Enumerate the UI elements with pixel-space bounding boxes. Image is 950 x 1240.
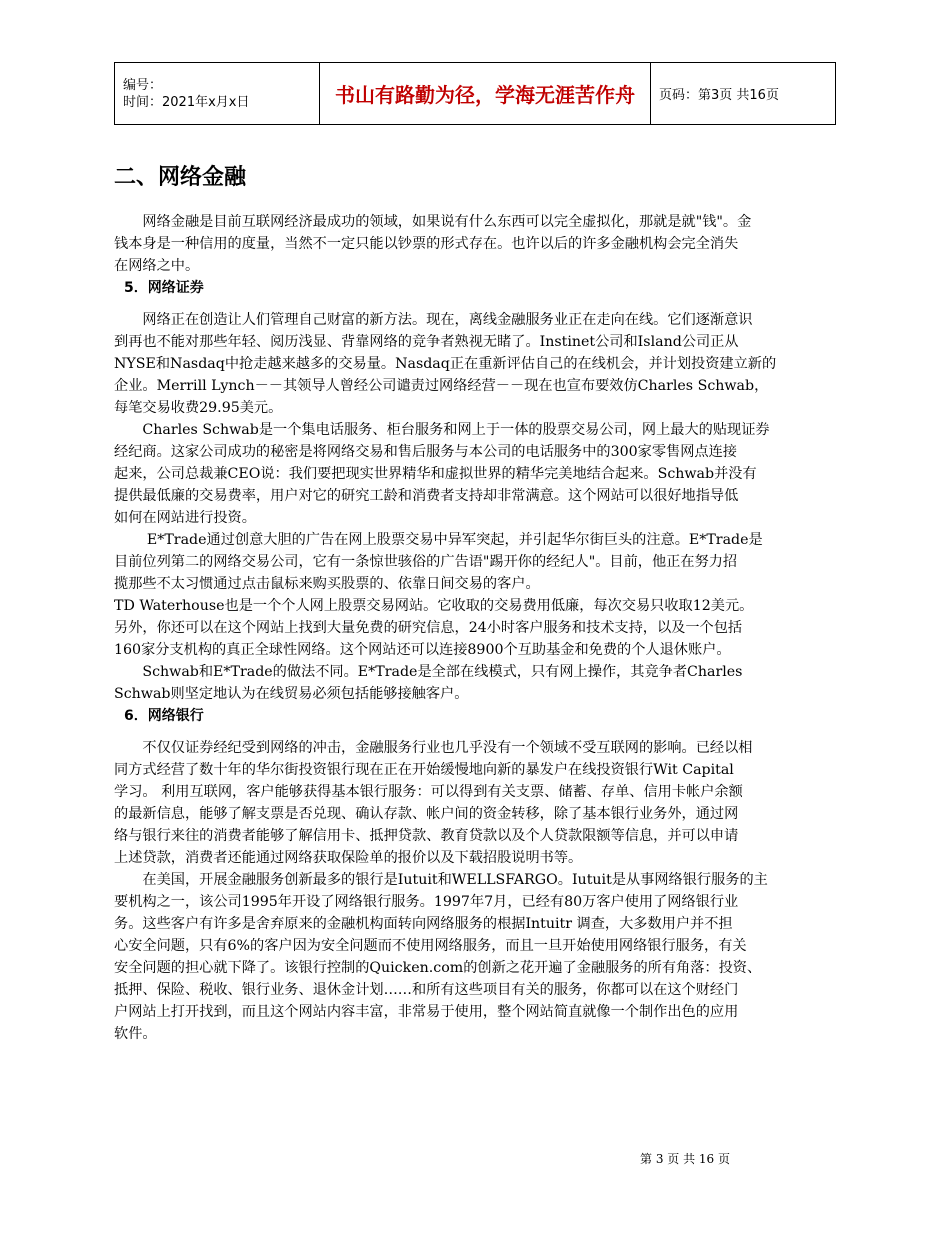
header-number-label: 编号： (123, 77, 163, 93)
banking-paragraphs (114, 737, 854, 1045)
header-left-cell (115, 63, 320, 125)
text-line: 在美国，开展金融服务创新最多的银行是Iutuit和WELLSFARGO。Iutuit是从事网络银行服务的主 (114, 872, 768, 888)
subheading-network-banking: 6．网络银行 (124, 708, 204, 724)
header-time-label: 时间：2021年x月x日 (123, 94, 250, 110)
text-line: 学习。 利用互联网，客户能够获得基本银行服务：可以得到有关支票、储蓄、存单、信用卡帐户余额 (114, 784, 743, 800)
text-line: TD Waterhouse也是一个个人网上股票交易网站。它收取的交易费用低廉，每次交易只收取12美元。 (114, 598, 754, 614)
intro-paragraph (114, 211, 854, 277)
text-line: 不仅仅证券经纪受到网络的冲击，金融服务行业也几乎没有一个领域不受互联网的影响。已经以相 (114, 740, 753, 756)
text-line: 到再也不能对那些年轻、阅历浅显、背靠网络的竞争者熟视无睹了。Instinet公司和Island公司正从 (114, 334, 739, 350)
text-line: 在网络之中。 (114, 258, 200, 274)
text-line: 抵押、保险、税收、银行业务、退休金计划……和所有这些项目有关的服务，你都可以在这个财经门 (114, 982, 739, 998)
text-line: 如何在网站进行投资。 (114, 510, 256, 526)
section-title: 二、网络金融 (114, 165, 247, 190)
text-line: 的最新信息，能够了解支票是否兑现、确认存款、帐户间的资金转移，除了基本银行业务外，通过网 (114, 806, 739, 822)
text-line: 心安全问题，只有6%的客户因为安全问题而不使用网络服务，而且一旦开始使用网络银行服务，有关 (114, 938, 747, 954)
text-line: 另外，你还可以在这个网站上找到大量免费的研究信息，24小时客户服务和技术支持，以及一个包括 (114, 620, 743, 636)
header-page-info: 页码：第3页 共16页 (651, 63, 836, 125)
text-line: Schwab和E*Trade的做法不同。E*Trade是全部在线模式，只有网上操作，其竞争者Charles (114, 664, 743, 680)
text-line: 企业。Merrill Lynch－－其领导人曾经公司谴责过网络经营－－现在也宣布要效仿Charles Schwab， (114, 378, 769, 394)
text-line: 软件。 (114, 1026, 157, 1042)
header-motto: 书山有路勤为径，学海无涯苦作舟 (320, 63, 651, 125)
text-line: 同方式经营了数十年的华尔街投资银行现在正在开始缓慢地向新的暴发户在线投资银行Wit Capital (114, 762, 734, 778)
text-line: Schwab则坚定地认为在线贸易必须包括能够接触客户。 (114, 686, 469, 702)
text-line: 每笔交易收费29.95美元。 (114, 400, 283, 416)
text-line: 络与银行来往的消费者能够了解信用卡、抵押贷款、教育贷款以及个人贷款限额等信息，并可以申请 (114, 828, 739, 844)
text-line: 务。这些客户有许多是舍弃原来的金融机构面转向网络服务的根据Intuitr 调查，大多数用户并不担 (114, 916, 733, 932)
text-line: Charles Schwab是一个集电话服务、柜台服务和网上于一体的股票交易公司，网上最大的贴现证券 (114, 422, 770, 438)
text-line: 起来，公司总裁兼CEO说：我们要把现实世界精华和虚拟世界的精华完美地结合起来。Schwab并没有 (114, 466, 757, 482)
text-line: 户网站上打开找到，而且这个网站内容丰富，非常易于使用，整个网站简直就像一个制作出色的应用 (114, 1004, 739, 1020)
text-line: 钱本身是一种信用的度量，当然不一定只能以钞票的形式存在。也许以后的许多金融机构会完全消失 (114, 236, 739, 252)
subheading-network-securities: 5．网络证券 (124, 280, 204, 296)
text-line: 网络金融是目前互联网经济最成功的领域，如果说有什么东西可以完全虚拟化，那就是就"钱"。金 (114, 214, 752, 230)
text-line: 要机构之一，该公司1995年开设了网络银行服务。1997年7月，已经有80万客户使用了网络银行业 (114, 894, 739, 910)
securities-paragraphs (114, 309, 854, 705)
text-line: NYSE和Nasdaq中抢走越来越多的交易量。Nasdaq正在重新评估自己的在线机会，并计划投资建立新的 (114, 356, 777, 372)
text-line: 上述贷款，消费者还能通过网络获取保险单的报价以及下载招股说明书等。 (114, 850, 583, 866)
text-line: 揽那些不太习惯通过点击鼠标来购买股票的、依靠日间交易的客户。 (114, 576, 540, 592)
text-line: 提供最低廉的交易费率，用户对它的研究工龄和消费者支持却非常满意。这个网站可以很好地指导低 (114, 488, 739, 504)
text-line: E*Trade通过创意大胆的广告在网上股票交易中异军突起，并引起华尔街巨头的注意。E*Trade是 (114, 532, 763, 548)
text-line: 网络正在创造让人们管理自己财富的新方法。现在，离线金融服务业正在走向在线。它们逐渐意识 (114, 312, 753, 328)
header-table (114, 62, 836, 125)
text-line: 安全问题的担心就下降了。该银行控制的Quicken.com的创新之花开遍了金融服务的所有角落：投资、 (114, 960, 762, 976)
document-body (114, 160, 854, 1045)
text-line: 经纪商。这家公司成功的秘密是将网络交易和售后服务与本公司的电话服务中的300家零售网点连接 (114, 444, 737, 460)
text-line: 目前位列第二的网络交易公司，它有一条惊世骇俗的广告语"踢开你的经纪人"。目前，他正在努力招 (114, 554, 738, 570)
page-footer: 第 3 页 共 16 页 (640, 1152, 730, 1166)
text-line: 160家分支机构的真正全球性网络。这个网站还可以连接8900个互助基金和免费的个人退休账户。 (114, 642, 731, 658)
